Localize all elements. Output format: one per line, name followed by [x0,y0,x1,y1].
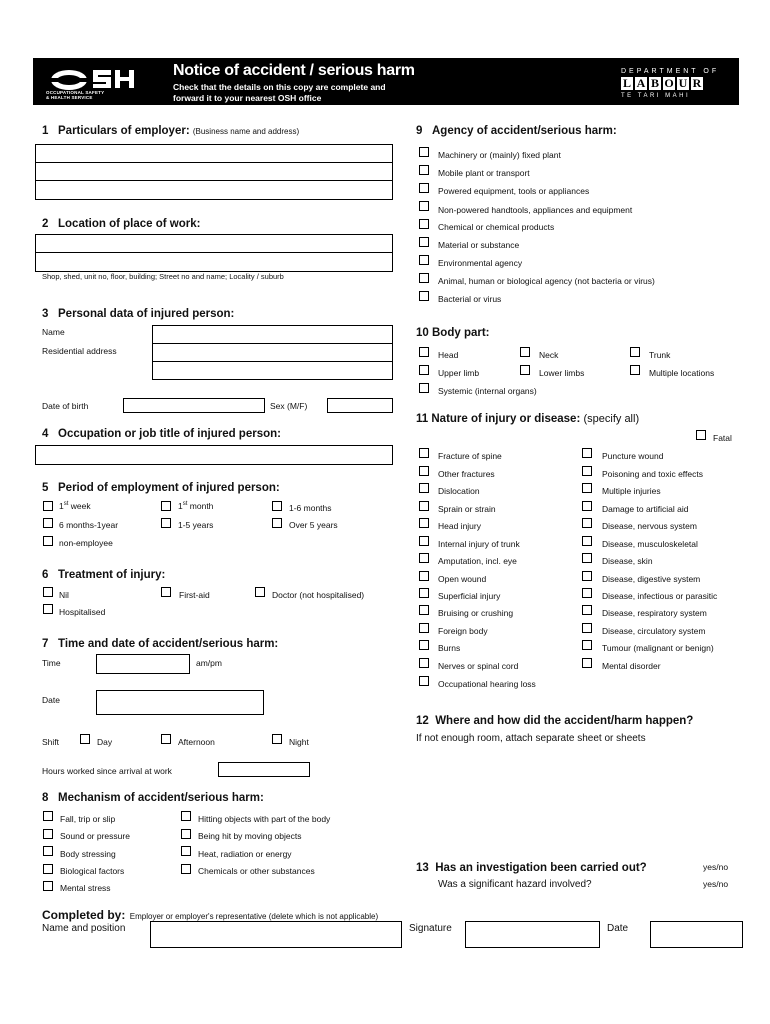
page-title: Notice of accident / serious harm [173,62,415,79]
tari-mahi-label: TE TARI MAHI [621,93,691,99]
first-aid-label: First-aid [179,590,210,600]
section-3-title: 3 Personal data of injured person: [42,308,235,320]
fatal-label: Fatal [713,433,732,443]
s8-hitting-checkbox[interactable] [181,811,191,821]
s11-left-checkbox-1[interactable] [419,466,429,476]
upper-limb-label: Upper limb [438,368,480,378]
s11-left-label-12: Nerves or spinal cord [438,661,519,671]
header-banner [33,58,739,105]
s9-checkbox-1[interactable] [419,165,429,175]
s11-right-label-7: Disease, digestive system [602,574,701,584]
s11-left-label-2: Dislocation [438,486,480,496]
over-five-years-checkbox[interactable] [272,518,282,528]
s11-left-label-4: Head injury [438,521,481,531]
location-field-1[interactable] [35,234,393,254]
section-2-title: 2 Location of place of work: [42,218,201,230]
s11-left-label-5: Internal injury of trunk [438,539,520,549]
signature-field[interactable] [465,921,600,948]
s11-left-label-11: Burns [438,643,461,653]
hours-worked-field[interactable] [218,762,310,777]
department-label: DEPARTMENT OF [621,68,720,75]
s11-left-checkbox-8[interactable] [419,588,429,598]
doctor-label: Doctor (not hospitalised) [272,590,365,600]
s8-sound-label: Sound or pressure [60,831,130,841]
systemic-label: Systemic (internal organs) [438,386,537,396]
s9-checkbox-0[interactable] [419,147,429,157]
fatal-checkbox[interactable] [696,430,706,440]
s11-right-label-9: Disease, respiratory system [602,608,707,618]
lower-limbs-label: Lower limbs [539,368,585,378]
s8-bio-checkbox[interactable] [43,864,53,874]
sex-field[interactable] [327,398,393,413]
neck-label: Neck [539,350,559,360]
s9-label-0: Machinery or (mainly) fixed plant [438,150,561,160]
s9-label-3: Non-powered handtools, appliances and equipment [438,205,633,215]
doctor-checkbox[interactable] [255,587,265,597]
s11-left-label-7: Open wound [438,574,487,584]
section-12-note: If not enough room, attach separate sheet or sheets [416,733,646,744]
s11-right-label-1: Poisoning and toxic effects [602,469,703,479]
s11-left-checkbox-5[interactable] [419,536,429,546]
s8-mental-label: Mental stress [60,883,111,893]
one-six-months-checkbox[interactable] [272,501,282,511]
date-label: Date [42,695,60,705]
s9-label-8: Bacterial or virus [438,294,502,304]
s8-chem-checkbox[interactable] [181,864,191,874]
first-month-checkbox[interactable] [161,501,171,511]
s11-left-label-1: Other fractures [438,469,495,479]
date-field[interactable] [96,690,264,715]
s11-right-label-0: Puncture wound [602,451,664,461]
trunk-checkbox[interactable] [630,347,640,357]
s11-right-checkbox-4[interactable] [582,518,592,528]
s8-hit-checkbox[interactable] [181,829,191,839]
first-week-checkbox[interactable] [43,501,53,511]
completed-by-title: Completed by: [42,908,126,922]
hazard-yesno[interactable]: yes/no [703,879,729,889]
afternoon-label: Afternoon [178,737,215,747]
s11-left-checkbox-10[interactable] [419,623,429,633]
section-8-title: 8 Mechanism of accident/serious harm: [42,792,264,804]
s11-right-checkbox-3[interactable] [582,501,592,511]
hospitalised-label: Hospitalised [59,607,106,617]
signature-label: Signature [409,923,452,934]
day-checkbox[interactable] [80,734,90,744]
sex-label: Sex (M/F) [270,401,308,411]
shift-label: Shift [42,737,60,747]
s11-left-checkbox-2[interactable] [419,483,429,493]
multiple-locations-checkbox[interactable] [630,365,640,375]
investigation-yesno[interactable]: yes/no [703,862,729,872]
name-label: Name [42,327,65,337]
s9-checkbox-5[interactable] [419,237,429,247]
s8-body-checkbox[interactable] [43,846,53,856]
systemic-checkbox[interactable] [419,383,429,393]
night-checkbox[interactable] [272,734,282,744]
s8-chem-label: Chemicals or other substances [198,866,315,876]
s11-left-checkbox-11[interactable] [419,640,429,650]
section-5-title: 5 Period of employment of injured person: [42,482,280,494]
hours-worked-label: Hours worked since arrival at work [42,766,172,776]
s11-left-checkbox-12[interactable] [419,658,429,668]
s9-checkbox-3[interactable] [419,201,429,211]
head-label: Head [438,350,459,360]
s9-label-2: Powered equipment, tools or appliances [438,186,590,196]
s11-left-label-9: Bruising or crushing [438,608,514,618]
labour-logo: L A B O U R [622,76,702,90]
s9-label-7: Animal, human or biological agency (not bacteria or virus) [438,276,655,286]
s9-label-6: Environmental agency [438,258,523,268]
logo-subtitle: OCCUPATIONAL SAFETY & HEALTH SERVICE [46,90,105,100]
s11-right-checkbox-11[interactable] [582,640,592,650]
employer-field-1[interactable] [35,144,393,164]
first-week-label: 1st week [59,501,91,511]
nil-label: Nil [59,590,69,600]
trunk-label: Trunk [649,350,671,360]
s11-left-checkbox-13[interactable] [419,676,429,686]
s11-right-checkbox-6[interactable] [582,553,592,563]
first-month-label: 1st month [178,501,214,511]
six-months-1yr-checkbox[interactable] [43,518,53,528]
section-4-title: 4 Occupation or job title of injured person: [42,428,281,440]
section-13-title: 13 Has an investigation been carried out? [416,862,647,874]
s8-mental-checkbox[interactable] [43,881,53,891]
over-five-years-label: Over 5 years [289,520,338,530]
s11-left-label-10: Foreign body [438,626,488,636]
s11-left-checkbox-4[interactable] [419,518,429,528]
occupation-field[interactable] [35,445,393,465]
s8-fall-checkbox[interactable] [43,811,53,821]
s11-right-checkbox-8[interactable] [582,588,592,598]
s8-hitting-label: Hitting objects with part of the body [198,814,331,824]
address-label: Residential address [42,346,117,356]
dob-field[interactable] [123,398,265,413]
night-label: Night [289,737,309,747]
hazard-question: Was a significant hazard involved? [438,879,592,890]
s8-sound-checkbox[interactable] [43,829,53,839]
s8-fall-label: Fall, trip or slip [60,814,116,824]
s11-right-checkbox-5[interactable] [582,536,592,546]
non-employee-checkbox[interactable] [43,536,53,546]
s11-right-label-8: Disease, infectious or parasitic [602,591,718,601]
s11-left-checkbox-0[interactable] [419,448,429,458]
section-6-title: 6 Treatment of injury: [42,569,166,581]
section-7-title: 7 Time and date of accident/serious harm: [42,638,279,650]
employer-field-3[interactable] [35,180,393,200]
neck-checkbox[interactable] [520,347,530,357]
s11-right-checkbox-12[interactable] [582,658,592,668]
s11-left-label-0: Fracture of spine [438,451,502,461]
s11-right-checkbox-2[interactable] [582,483,592,493]
s11-right-label-4: Disease, nervous system [602,521,697,531]
s11-right-checkbox-10[interactable] [582,623,592,633]
s8-hit-label: Being hit by moving objects [198,831,302,841]
s9-checkbox-4[interactable] [419,219,429,229]
first-aid-checkbox[interactable] [161,587,171,597]
s11-left-label-8: Superficial injury [438,591,501,601]
one-six-months-label: 1-6 months [289,503,332,513]
dob-label: Date of birth [42,401,89,411]
s11-right-label-12: Mental disorder [602,661,661,671]
s11-right-label-2: Multiple injuries [602,486,661,496]
completed-by-note: Employer or employer's representative (delete which is not applicable) [129,912,379,921]
s11-left-label-6: Amputation, incl. eye [438,556,517,566]
one-five-years-checkbox[interactable] [161,518,171,528]
s11-left-checkbox-3[interactable] [419,501,429,511]
day-label: Day [97,737,113,747]
s11-left-checkbox-9[interactable] [419,605,429,615]
s11-right-checkbox-1[interactable] [582,466,592,476]
afternoon-checkbox[interactable] [161,734,171,744]
s9-label-1: Mobile plant or transport [438,168,530,178]
s11-right-checkbox-7[interactable] [582,571,592,581]
s9-label-5: Material or substance [438,240,520,250]
non-employee-label: non-employee [59,538,113,548]
s8-bio-label: Biological factors [60,866,125,876]
s11-left-checkbox-6[interactable] [419,553,429,563]
page-subtitle: Check that the details on this copy are complete and forward it to your nearest OSH office [173,82,386,103]
section-1-title: 1 Particulars of employer: (Business name and address) [42,125,300,137]
section-12-title: 12 Where and how did the accident/harm happen? [416,715,694,727]
employer-field-2[interactable] [35,162,393,182]
name-field[interactable] [152,325,393,344]
time-field[interactable] [96,654,190,674]
s11-right-label-10: Disease, circulatory system [602,626,706,636]
s11-left-checkbox-7[interactable] [419,571,429,581]
head-checkbox[interactable] [419,347,429,357]
location-hint: Shop, shed, unit no, floor, building; Street no and name; Locality / suburb [42,272,284,281]
s9-checkbox-6[interactable] [419,255,429,265]
multiple-locations-label: Multiple locations [649,368,715,378]
name-position-field[interactable] [150,921,402,948]
s9-checkbox-2[interactable] [419,183,429,193]
section-9-title: 9 Agency of accident/serious harm: [416,125,617,137]
one-five-years-label: 1-5 years [178,520,214,530]
s11-right-checkbox-0[interactable] [582,448,592,458]
s11-right-label-3: Damage to artificial aid [602,504,689,514]
ampm-label: am/pm [196,658,222,668]
s11-left-label-13: Occupational hearing loss [438,679,536,689]
s8-heat-label: Heat, radiation or energy [198,849,292,859]
address-field-2[interactable] [152,361,393,380]
completed-date-label: Date [607,923,629,934]
time-label: Time [42,658,61,668]
s9-checkbox-7[interactable] [419,273,429,283]
s8-heat-checkbox[interactable] [181,846,191,856]
s11-right-label-5: Disease, musculoskeletal [602,539,698,549]
completed-date-field[interactable] [650,921,743,948]
six-months-1yr-label: 6 months-1year [59,520,119,530]
name-position-label: Name and position [42,923,126,934]
hospitalised-checkbox[interactable] [43,604,53,614]
section-11-title: 11 Nature of injury or disease: (specify all) [416,413,640,425]
s11-left-label-3: Sprain or strain [438,504,496,514]
upper-limb-checkbox[interactable] [419,365,429,375]
s8-body-label: Body stressing [60,849,116,859]
section-10-title: 10 Body part: [416,327,490,339]
s11-right-checkbox-9[interactable] [582,605,592,615]
nil-checkbox[interactable] [43,587,53,597]
s11-right-label-6: Disease, skin [602,556,653,566]
s9-label-4: Chemical or chemical products [438,222,555,232]
s9-checkbox-8[interactable] [419,291,429,301]
address-field-1[interactable] [152,343,393,362]
location-field-2[interactable] [35,252,393,272]
s11-right-label-11: Tumour (malignant or benign) [602,643,714,653]
lower-limbs-checkbox[interactable] [520,365,530,375]
